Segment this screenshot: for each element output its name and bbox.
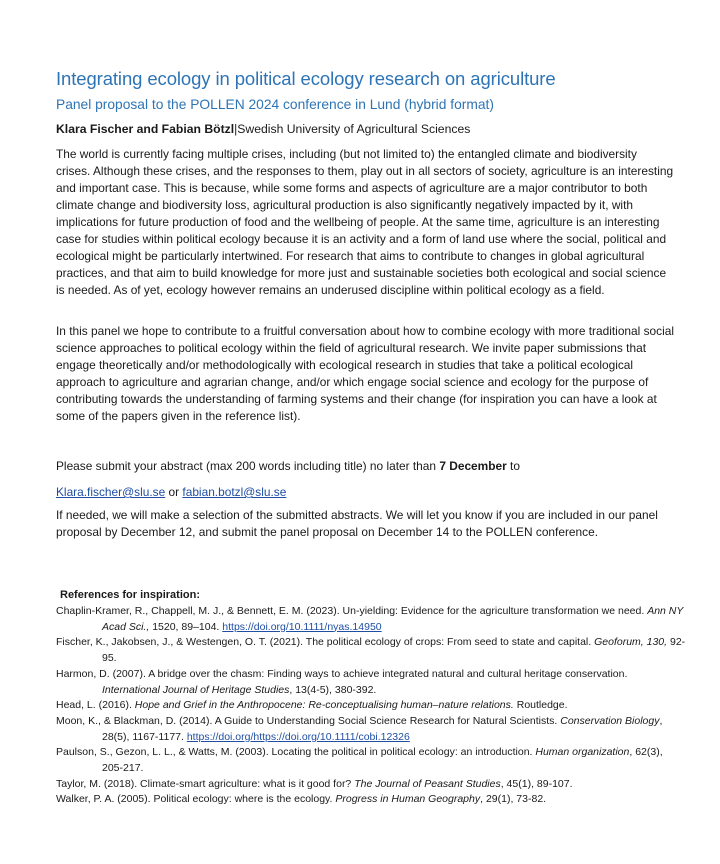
reference-journal: International Journal of Heritage Studies: [102, 683, 290, 696]
reference-details: , 62(3), 205-217.: [102, 746, 663, 775]
author-separator: |: [234, 122, 238, 136]
reference-doi-link[interactable]: https://doi.org/https://doi.org/10.1111/cobi.12326: [186, 730, 410, 743]
reference-item: [56, 698, 686, 714]
submit-prefix: Please submit your abstract (max 200 words including title) no later than: [56, 459, 440, 473]
reference-item: [56, 604, 686, 635]
submission-instructions: [56, 458, 674, 475]
email-separator: or: [165, 485, 183, 499]
reference-item: [56, 792, 686, 808]
reference-journal: Conservation Biology: [560, 714, 660, 727]
reference-item: [56, 667, 686, 698]
panel-paragraph: In this panel we hope to contribute to a fruitful conversation about how to combine ecology with more traditional social science approaches to political ecology within the field of agricultural research. We invite paper submissions that engage theoretically and/or methodologically with ecological research in studies that take a political ecological approach to agriculture and agrarian change, and/or which engage social science and ecology for the purpose of contributing towards the understanding of farming systems and their change (for inspiration you can have a look at some of the papers given in the reference list).: [56, 324, 675, 423]
reference-details: , 45(1), 89-107.: [500, 777, 573, 790]
reference-journal: Hope and Grief in the Anthropocene: Re-conceptualising human–nature relations.: [134, 699, 514, 712]
reference-details: , 13(4-5), 380-392.: [289, 683, 377, 696]
reference-journal: Human organization: [535, 746, 630, 759]
document-subtitle: Panel proposal to the POLLEN 2024 conference in Lund (hybrid format): [56, 97, 494, 112]
document-title: Integrating ecology in political ecology research on agriculture: [56, 68, 556, 89]
selection-paragraph: If needed, we will make a selection of the submitted abstracts. We will let you know if you are included in our panel proposal by December 12, and submit the panel proposal on December 14 to the POLLEN conference.: [56, 508, 658, 539]
reference-journal: Geoforum, 130,: [594, 636, 668, 649]
reference-text: Moon, K., & Blackman, D. (2014). A Guide to Understanding Social Science Research for Natural Scientists.: [56, 714, 561, 727]
reference-item: [56, 714, 686, 745]
authors: Klara Fischer and Fabian Bötzl: [56, 122, 235, 136]
affiliation: Swedish University of Agricultural Sciences: [237, 122, 471, 136]
reference-list: [56, 604, 686, 808]
reference-journal: Progress in Human Geography: [335, 793, 481, 806]
reference-journal: Ann NY Acad Sci.,: [102, 605, 684, 633]
reference-details: , 28(5), 1167-1177.: [102, 714, 663, 743]
reference-text: Head, L. (2016).: [56, 699, 135, 712]
reference-text: Chaplin-Kramer, R., Chappell, M. J., & Bennett, E. M. (2023). Un-yielding: Evidence for the agriculture transformation we need.: [56, 605, 648, 617]
reference-journal: The Journal of Peasant Studies: [354, 777, 501, 790]
references-heading: References for inspiration:: [60, 589, 200, 601]
reference-item: [56, 745, 686, 776]
reference-doi-link[interactable]: https://doi.org/10.1111/nyas.14950: [222, 620, 382, 633]
reference-text: Taylor, M. (2018). Climate-smart agriculture: what is it good for?: [56, 777, 355, 790]
reference-text: Harmon, D. (2007). A bridge over the chasm: Finding ways to achieve integrated natural and cultural heritage conservation.: [56, 667, 628, 680]
intro-paragraph: The world is currently facing multiple crises, including (but not limited to) the entangled climate and biodiversity crises. Although these crises, and the responses to them, play out in all sectors of society, agriculture is an interesting and important case. This is because, while some forms and aspects of agriculture are a major contributor to both climate change and biodiversity loss, agricultural production is also significantly negatively impacted by it, with implications for future production of food and the wellbeing of people. At the same time, agriculture is an interesting case for studies within political ecology because it is an activity and a form of land use where the social, political and ecological might be particularly intertwined. For research that aims to contribute to changes in global agricultural practices, and that aim to build knowledge for more just and sustainable societies both ecological and social science is needed. As of yet, ecology however remains an underused discipline within political ecology as a field.: [56, 147, 674, 297]
reference-details: Routledge.: [513, 699, 568, 712]
reference-item: [56, 777, 686, 793]
reference-text: Walker, P. A. (2005). Political ecology: where is the ecology.: [56, 793, 336, 806]
reference-details: , 29(1), 73-82.: [480, 793, 547, 806]
email-link-klara[interactable]: Klara.fischer@slu.se: [56, 485, 166, 499]
reference-text: Paulson, S., Gezon, L. L., & Watts, M. (2003). Locating the political in political ecology: an introduction.: [56, 746, 536, 759]
reference-details: 92-95.: [102, 636, 686, 665]
reference-item: [56, 635, 686, 666]
reference-details: 1520, 89–104.: [149, 620, 223, 633]
deadline: 7 December: [439, 459, 507, 473]
reference-text: Fischer, K., Jakobsen, J., & Westengen, O. T. (2021). The political ecology of crops: From seed to state and capital.: [56, 636, 595, 649]
author-line: [56, 122, 696, 136]
submit-suffix: to: [506, 459, 520, 473]
email-link-fabian[interactable]: fabian.botzl@slu.se: [182, 485, 287, 499]
contact-emails: [56, 484, 674, 501]
